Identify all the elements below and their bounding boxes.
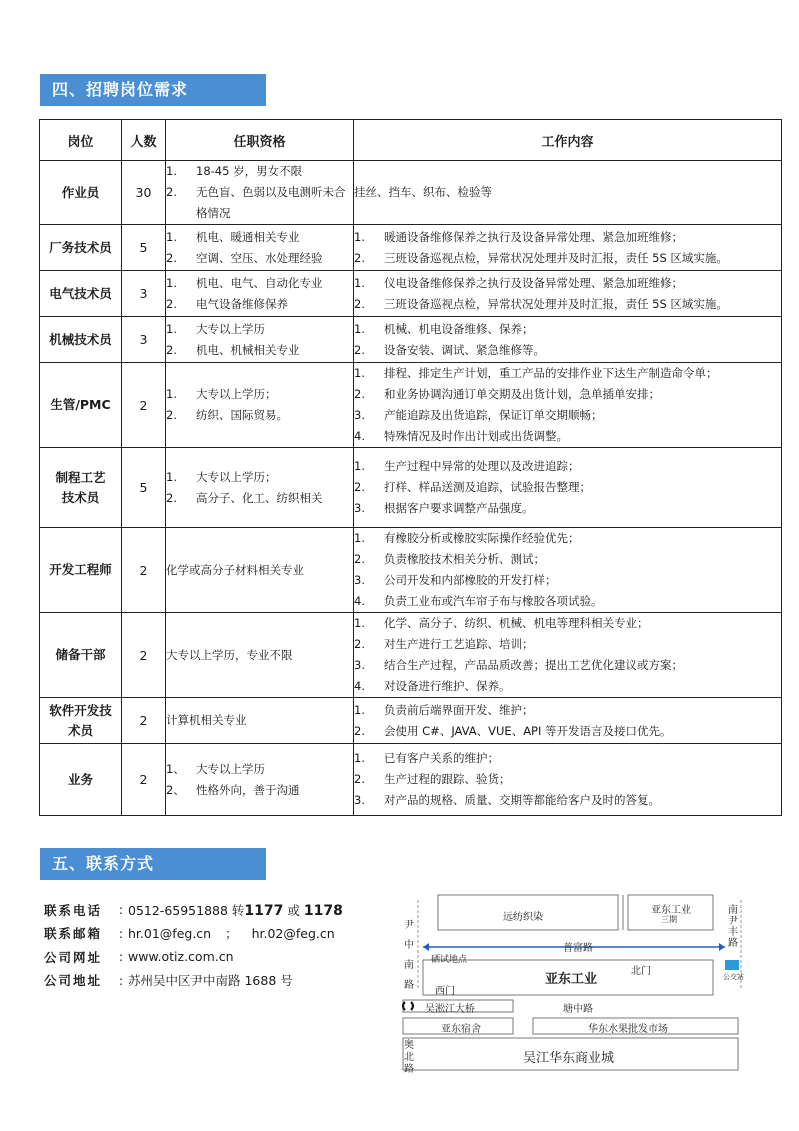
item-text: 设备安装、调试、紧急维修等。 — [384, 342, 545, 357]
item-number: 1. — [166, 321, 177, 336]
contact-phone-row: 联系电话 : 0512-65951888 转1177 或 1178 — [44, 902, 343, 919]
item-text: 大专以上学历 — [196, 321, 265, 336]
list-item — [354, 634, 781, 655]
list-item — [166, 384, 353, 405]
item-text: 机电、电气、自动化专业 — [196, 275, 323, 290]
list-item — [354, 721, 781, 742]
map-puxin-road: 普富路 — [563, 943, 593, 954]
item-number: 3. — [354, 793, 365, 807]
item-number: 1. — [166, 387, 177, 401]
cell-duties — [354, 363, 782, 448]
table-row — [40, 698, 782, 744]
cell-duties — [354, 271, 782, 317]
list-item — [166, 340, 353, 361]
position-name: 作业员 — [61, 184, 100, 200]
item-text: 排程、排定生产计划，重工产品的安排作业下达生产制造命令单； — [384, 366, 718, 380]
item-text: 高分子、化工、纺织相关 — [196, 490, 323, 505]
list-item — [166, 759, 353, 780]
cell-requirements — [166, 528, 354, 613]
map-north-gate: 北门 — [631, 966, 651, 977]
list-item — [354, 748, 781, 769]
phone-number: 0512-65951888 转 — [128, 902, 245, 918]
list-item — [354, 477, 781, 498]
map-bus-stop: 公交站 — [723, 973, 744, 981]
item-number: 1. — [166, 275, 177, 290]
address-value: 苏州吴中区尹中南路 1688 号 — [128, 973, 293, 989]
address-label: 公司地址 — [44, 973, 103, 989]
cell-count: 5 — [122, 448, 166, 528]
email-link-2[interactable]: hr.02@feg.cn — [251, 926, 335, 942]
phone-or: 或 — [287, 902, 300, 918]
contact-email-row: 联系邮箱 : hr.01@feg.cn ； hr.02@feg.cn — [44, 925, 335, 942]
map-ao: 奥 — [404, 1040, 414, 1051]
item-number: 2. — [354, 387, 365, 401]
cell-duties — [354, 161, 782, 225]
position-name: 厂务技术员 — [49, 239, 112, 255]
table-row — [40, 448, 782, 528]
map-south-road: 南尹丰路 — [728, 905, 738, 949]
list-item — [354, 248, 781, 269]
item-text: 生产过程的跟踪、验货； — [384, 772, 511, 786]
cell-position — [40, 271, 122, 317]
item-number: 2. — [354, 723, 365, 738]
bridge-icon — [403, 1002, 413, 1010]
item-number: 1. — [354, 275, 365, 290]
map-yadong-phase3: 亚东工业 — [651, 905, 691, 916]
section-title-recruitment: 四、招聘岗位需求 — [40, 74, 266, 106]
item-number: 2. — [354, 637, 365, 651]
list-item — [166, 319, 353, 340]
item-text: 已有客户关系的维护； — [384, 751, 499, 765]
map-dorm: 亚东宿舍 — [441, 1024, 481, 1035]
position-name: 生管/PMC — [50, 397, 111, 412]
list-item — [354, 570, 781, 591]
bus-stop-icon — [725, 960, 739, 970]
cell-requirements — [166, 698, 354, 744]
cell-duties — [354, 528, 782, 613]
item-text: 结合生产过程，产品品质改善；提出工艺优化建议或方案； — [384, 658, 683, 672]
item-text: 性格外向，善于沟通 — [196, 782, 300, 797]
list-item — [354, 549, 781, 570]
table-row — [40, 161, 782, 225]
item-text: 特殊情况及时作出计划或出货调整。 — [384, 429, 568, 443]
item-text: 负责橡胶技术相关分析、测试； — [384, 552, 545, 566]
item-number: 2. — [354, 552, 365, 566]
cell-duties — [354, 317, 782, 363]
item-text: 和业务协调沟通订单交期及出货计划，急单插单安排； — [384, 387, 660, 401]
position-name: 储备干部 — [55, 647, 106, 662]
email-separator: ； — [225, 926, 238, 942]
email-label: 联系邮箱 — [44, 926, 103, 942]
header-requirements: 任职资格 — [166, 120, 354, 161]
cell-count: 3 — [122, 317, 166, 363]
cell-position — [40, 225, 122, 271]
item-number: 2. — [354, 296, 365, 311]
map-zhong: 中 — [404, 940, 414, 951]
cell-position — [40, 161, 122, 225]
cell-position — [40, 528, 122, 613]
item-number: 1. — [354, 531, 365, 545]
item-number: 2、 — [166, 782, 185, 797]
item-text: 纺织、国际贸易。 — [196, 408, 288, 422]
list-item: 化学或高分子材料相关专业 — [166, 562, 304, 577]
item-text: 三班设备巡视点检，异常状况处理并及时汇报，责任 5S 区域实施。 — [384, 296, 728, 311]
item-text: 负责前后端界面开发、维护； — [384, 702, 534, 717]
cell-position — [40, 613, 122, 698]
cell-duties — [354, 613, 782, 698]
road-arrow-left — [423, 943, 429, 951]
item-text: 打样、样品送测及追踪，试验报告整理； — [384, 480, 591, 494]
item-number: 2. — [166, 408, 177, 422]
item-number: 2. — [354, 250, 365, 265]
item-text: 机械、机电设备维修、保养； — [384, 321, 534, 336]
position-name: 机械技术员 — [49, 331, 112, 347]
header-count: 人数 — [122, 120, 166, 161]
item-text: 产能追踪及出货追踪，保证订单交期顺畅； — [384, 408, 603, 422]
list-item — [354, 676, 781, 697]
item-text: 无色盲、色弱以及电测听未合格情况 — [196, 185, 346, 220]
item-text: 负责工业布或汽车帘子布与橡胶各项试验。 — [384, 594, 603, 608]
position-name: 软件开发技 — [49, 702, 112, 718]
cell-requirements — [166, 448, 354, 528]
map-bei: 北 — [404, 1052, 414, 1063]
list-item: 挂丝、挡车、织布、检验等 — [354, 185, 492, 199]
cell-position — [40, 744, 122, 816]
contact-info — [44, 898, 343, 992]
item-text: 大专以上学历 — [196, 761, 265, 776]
cell-requirements — [166, 271, 354, 317]
item-text: 有橡胶分析或橡胶实际操作经验优先； — [384, 531, 580, 545]
table-row — [40, 528, 782, 613]
cell-count: 5 — [122, 225, 166, 271]
item-number: 1、 — [166, 761, 185, 776]
map-lu: 路 — [404, 980, 414, 991]
web-label: 公司网址 — [44, 949, 103, 965]
list-item — [354, 405, 781, 426]
item-text: 化学、高分子、纺织、机械、机电等理科相关专业； — [384, 616, 649, 630]
item-text: 大专以上学历； — [196, 387, 277, 401]
list-item — [354, 769, 781, 790]
job-requirements-table — [39, 119, 782, 816]
item-text: 根据客户要求调整产品强度。 — [384, 501, 534, 515]
list-item — [354, 700, 781, 721]
position-name: 业务 — [67, 771, 93, 787]
map-phase3: 三期 — [661, 915, 677, 924]
list-item — [354, 655, 781, 676]
position-name: 技术员 — [61, 489, 100, 505]
list-item — [166, 467, 353, 488]
item-text: 大专以上学历； — [196, 469, 277, 484]
table-row — [40, 744, 782, 816]
item-text: 18-45 岁，男女不限 — [196, 164, 303, 178]
map-yadong-main: 亚东工业 — [545, 972, 598, 987]
list-item — [354, 384, 781, 405]
list-item: 大专以上学历，专业不限 — [166, 647, 293, 662]
item-number: 1. — [354, 616, 365, 630]
header-duties: 工作内容 — [354, 120, 782, 161]
cell-requirements — [166, 613, 354, 698]
item-number: 1. — [166, 229, 177, 244]
item-text: 会使用 C#、JAVA、VUE、API 等开发语言及接口优先。 — [384, 723, 672, 738]
section-title-contact: 五、联系方式 — [40, 848, 266, 880]
cell-count: 30 — [122, 161, 166, 225]
item-text: 生产过程中异常的处理以及改进追踪； — [384, 459, 580, 473]
item-number: 2. — [166, 342, 177, 357]
item-text: 对产品的规格、质量、交期等都能给客户及时的答复。 — [384, 793, 660, 807]
list-item — [354, 273, 781, 294]
email-link-1[interactable]: hr.01@feg.cn — [128, 926, 212, 942]
cell-duties — [354, 448, 782, 528]
item-number: 3. — [354, 573, 365, 587]
item-number: 3. — [354, 658, 365, 672]
list-item — [166, 248, 353, 269]
list-item — [166, 405, 353, 426]
item-number: 1. — [354, 459, 365, 473]
list-item — [166, 294, 353, 315]
cell-count: 3 — [122, 271, 166, 317]
map-cemetery: 硒试地点 — [431, 955, 468, 965]
position-name: 术员 — [67, 722, 93, 738]
cell-duties — [354, 698, 782, 744]
cell-count: 2 — [122, 528, 166, 613]
item-text: 三班设备巡视点检，异常状况处理并及时汇报，责任 5S 区域实施。 — [384, 250, 728, 265]
list-item — [354, 456, 781, 477]
list-item — [166, 273, 353, 294]
list-item — [166, 161, 353, 182]
item-text: 机电、机械相关专业 — [196, 342, 300, 357]
item-text: 公司开发和内部橡胶的开发打样； — [384, 573, 557, 587]
cell-duties — [354, 225, 782, 271]
item-number: 1. — [166, 164, 177, 178]
list-item — [354, 528, 781, 549]
cell-requirements — [166, 363, 354, 448]
phone-label: 联系电话 — [44, 902, 103, 918]
cell-requirements — [166, 161, 354, 225]
item-number: 1. — [166, 469, 177, 484]
item-number: 4. — [354, 679, 365, 693]
table-row — [40, 271, 782, 317]
item-number: 3. — [354, 501, 365, 515]
list-item — [354, 340, 781, 361]
table-row — [40, 363, 782, 448]
cell-count: 2 — [122, 613, 166, 698]
list-item — [354, 227, 781, 248]
item-text: 空调、空压、水处理经验 — [196, 250, 323, 265]
road-arrow-right — [719, 943, 725, 951]
cell-position — [40, 698, 122, 744]
table-row — [40, 317, 782, 363]
list-item — [354, 613, 781, 634]
phone-ext-1: 1177 — [244, 902, 284, 919]
map-mall: 吴江华东商业城 — [523, 1051, 615, 1066]
list-item — [166, 182, 353, 224]
map-bridge: 吴淞江大桥 — [425, 1004, 475, 1015]
list-item — [166, 780, 353, 801]
item-text: 对生产进行工艺追踪、培训； — [384, 637, 534, 651]
map-tangzhong-road: 塘中路 — [563, 1004, 593, 1015]
list-item — [166, 488, 353, 509]
item-number: 2. — [354, 772, 365, 786]
contact-address-row: 公司地址 : 苏州吴中区尹中南路 1688 号 — [44, 972, 293, 989]
map-fruit-market: 华东水果批发市场 — [588, 1024, 668, 1035]
item-number: 1. — [354, 751, 365, 765]
cell-requirements — [166, 744, 354, 816]
map-nan: 南 — [404, 960, 414, 971]
item-number: 2. — [354, 342, 365, 357]
item-number: 2. — [166, 250, 177, 265]
item-number: 2. — [354, 480, 365, 494]
location-map — [383, 890, 768, 1075]
item-number: 2. — [166, 490, 177, 505]
list-item: 计算机相关专业 — [166, 713, 247, 727]
list-item — [354, 426, 781, 447]
table-row — [40, 613, 782, 698]
phone-value — [128, 901, 343, 919]
list-item — [354, 498, 781, 519]
item-number: 1. — [354, 702, 365, 717]
item-number: 1. — [354, 229, 365, 244]
item-text: 电气设备维修保养 — [196, 296, 288, 311]
cell-count: 2 — [122, 363, 166, 448]
item-number: 2. — [166, 185, 177, 199]
table-row — [40, 225, 782, 271]
list-item — [354, 591, 781, 612]
item-text: 机电、暖通相关专业 — [196, 229, 300, 244]
cell-requirements — [166, 225, 354, 271]
map-yuanfang: 远纺织染 — [503, 912, 543, 923]
cell-duties — [354, 744, 782, 816]
map-aobei-lu: 路 — [404, 1064, 414, 1075]
cell-position — [40, 363, 122, 448]
position-name: 电气技术员 — [49, 285, 112, 301]
position-name: 开发工程师 — [49, 562, 112, 577]
item-number: 1. — [354, 366, 365, 380]
website-link[interactable]: www.otiz.com.cn — [128, 949, 234, 965]
list-item — [354, 294, 781, 315]
map-yin: 尹 — [404, 920, 414, 931]
list-item — [166, 227, 353, 248]
cell-count: 2 — [122, 698, 166, 744]
position-name: 制程工艺 — [55, 469, 106, 485]
item-number: 2. — [166, 296, 177, 311]
item-text: 暖通设备维修保养之执行及设备异常处理、紧急加班维修； — [384, 229, 683, 244]
map-west-gate: 西门 — [435, 986, 455, 997]
list-item — [354, 363, 781, 384]
item-text: 仪电设备维修保养之执行及设备异常处理、紧急加班维修； — [384, 275, 683, 290]
cell-requirements — [166, 317, 354, 363]
item-number: 4. — [354, 594, 365, 608]
contact-web-row: 公司网址 : www.otiz.com.cn — [44, 949, 234, 965]
cell-count: 2 — [122, 744, 166, 816]
list-item — [354, 319, 781, 340]
list-item — [354, 790, 781, 811]
item-text: 对设备进行维护、保养。 — [384, 679, 511, 693]
item-number: 1. — [354, 321, 365, 336]
phone-ext-2: 1178 — [303, 902, 343, 919]
cell-position — [40, 448, 122, 528]
header-position: 岗位 — [40, 120, 122, 161]
item-number: 4. — [354, 429, 365, 443]
table-header-row — [40, 120, 782, 161]
item-number: 3. — [354, 408, 365, 422]
cell-position — [40, 317, 122, 363]
